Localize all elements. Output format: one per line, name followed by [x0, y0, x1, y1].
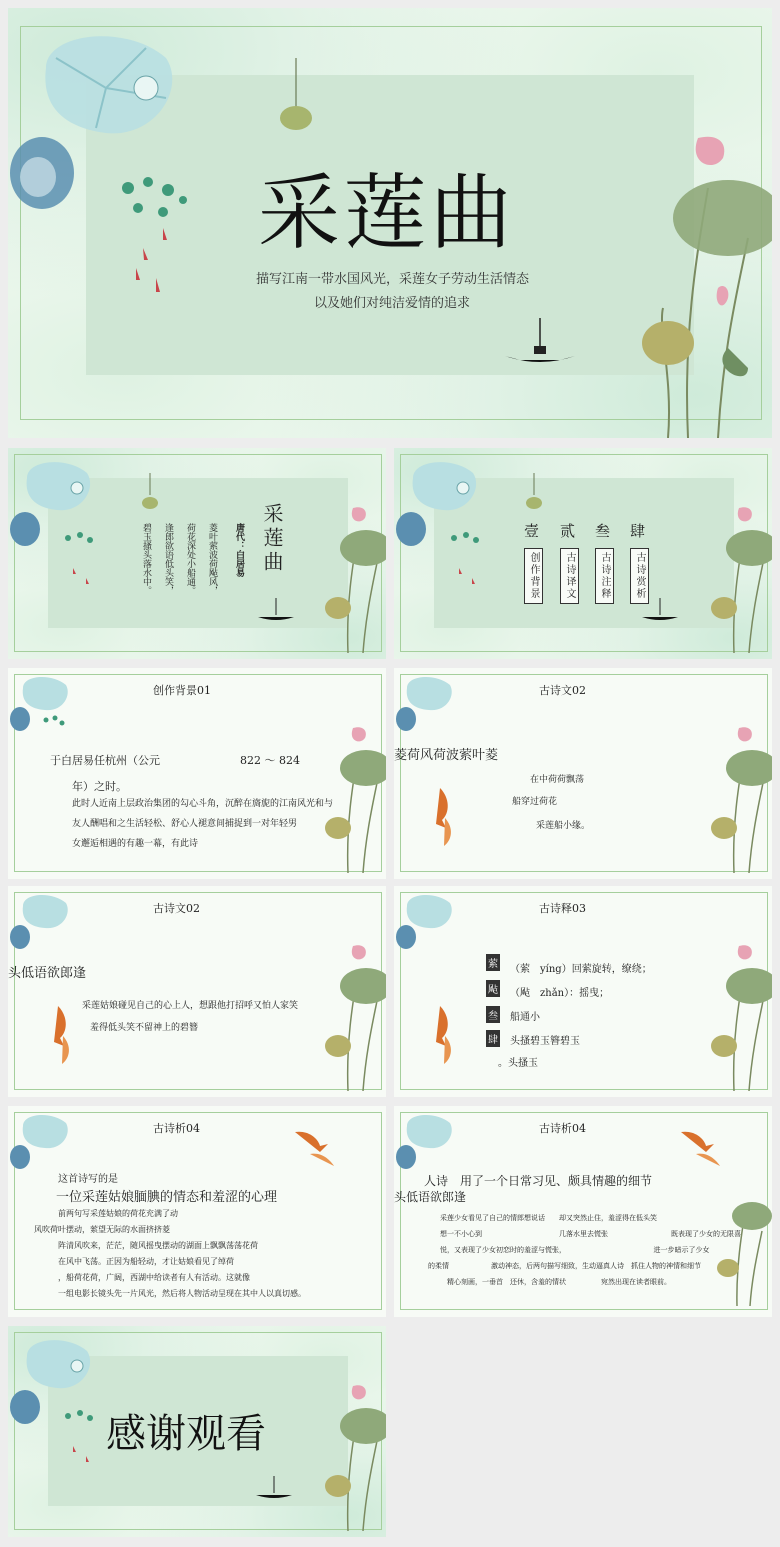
- lotus-plant-icon: [318, 503, 386, 653]
- note-marker-1: 萦: [486, 954, 500, 971]
- koi-fish-icon: [430, 788, 460, 848]
- blue-ink-circle-icon: [394, 510, 428, 548]
- section-header: 古诗文02: [153, 902, 200, 915]
- note-marker-4: 肆: [486, 1030, 500, 1047]
- translation-line-2: 在中荷荷飘荡: [530, 775, 585, 785]
- lotus-leaf-icon: [408, 458, 483, 518]
- slide-cover[interactable]: [8, 8, 772, 438]
- analysis-body-6: 一组电影长镜头先一片风光，然后将人物活动呈现在其中人以真切感。: [58, 1289, 306, 1298]
- lotus-plant-icon: [318, 941, 386, 1091]
- cover-subtitle-line2: 以及她们对纯洁爱情的追求: [314, 296, 471, 311]
- hanging-leaf-icon: [140, 473, 160, 513]
- contents-number-1: 壹: [524, 522, 540, 540]
- slide-analysis-2[interactable]: [394, 1106, 772, 1317]
- boat-icon: [254, 1476, 294, 1501]
- small-leaves-fish-icon: [58, 1406, 103, 1476]
- slide-poem[interactable]: [8, 448, 386, 659]
- hanging-leaf-icon: [276, 58, 316, 138]
- lotus-plant-icon: [318, 1381, 386, 1531]
- cover-title: 采莲曲: [258, 166, 517, 261]
- koi-fish-pair-icon: [676, 1122, 736, 1172]
- slide-contents[interactable]: [394, 448, 772, 659]
- analysis-body-1: 前两句写采莲姑娘的荷花充满了动: [58, 1209, 178, 1218]
- thanks-title: 感谢观看: [106, 1411, 266, 1457]
- poem-line-1: 菱叶萦波荷飐风，: [207, 523, 217, 595]
- section-header: 古诗析04: [153, 1122, 200, 1135]
- contents-number-3: 叁: [595, 522, 611, 540]
- note-text-4: 头搔碧玉簪碧玉: [510, 1036, 580, 1047]
- slide-translation-1[interactable]: [394, 668, 772, 879]
- analysis-body-1: 采莲少女看见了自己的情郎想说话 却又突然止住，羞涩得在低头笑: [440, 1214, 657, 1222]
- blue-ink-circle-icon: [8, 1144, 32, 1170]
- analysis-body-3: 阵清风吹来，茫茫，随风摇曳摆动的湖面上飘飘荡荡花荷: [58, 1241, 258, 1250]
- section-header: 古诗释03: [539, 902, 586, 915]
- translation-body-1: 采莲姑娘碰见自己的心上人，想跟他打招呼又怕人家笑: [82, 1001, 299, 1011]
- analysis-line-2: 一位采莲姑娘腼腆的情态和羞涩的心理: [56, 1190, 278, 1205]
- note-text-5: 。头搔玉: [498, 1058, 538, 1069]
- contents-item-background[interactable]: 创作背景: [524, 548, 543, 604]
- background-line-1-right: 822 ～ 824: [240, 754, 300, 767]
- analysis-body-2: 风吹荷叶摆动，萦望无际的水面挤挤菱: [34, 1225, 170, 1234]
- lotus-plant-icon: [628, 128, 772, 438]
- boat-icon: [640, 598, 680, 623]
- note-text-1: （萦 yíng）回萦旋转，缭绕；: [510, 964, 652, 975]
- translation-heading: 头低语欲郎逢: [8, 966, 87, 981]
- lotus-plant-icon: [704, 723, 772, 873]
- koi-fish-icon: [48, 1006, 78, 1066]
- background-body-2: 友人酬唱和之生活轻松、舒心人褪意间捕捉到一对年轻男: [72, 819, 298, 829]
- background-body-3: 女邂逅相遇的有趣一幕，有此诗: [72, 839, 199, 849]
- translation-body-2: 羞得低头笑不留神上的碧簪: [90, 1023, 199, 1033]
- blue-ink-circle-icon: [8, 924, 32, 950]
- lotus-leaf-icon: [22, 1336, 97, 1396]
- small-leaves-fish-icon: [444, 528, 489, 598]
- slide-thanks[interactable]: [8, 1326, 386, 1537]
- translation-line-1: 菱荷风荷波萦叶菱: [394, 748, 499, 763]
- slide-translation-2[interactable]: [8, 886, 386, 1097]
- poem-line-3: 逢郎欲语低头笑，: [163, 523, 173, 595]
- analysis-body-5: 精心刻画，一垂首 还休，含羞的情状 宛然出现在读者眼前。: [440, 1278, 671, 1286]
- lotus-plant-icon: [712, 1176, 772, 1306]
- slide-background[interactable]: [8, 668, 386, 879]
- blue-ink-circle-icon: [8, 510, 42, 548]
- background-line-1-left: 于白居易任杭州（公元: [50, 754, 160, 767]
- analysis-body-4: 的柔情 激动神态，后两句描写细致，生动逼真人诗 抓住人物的神情和细节: [428, 1262, 701, 1270]
- slide-notes[interactable]: [394, 886, 772, 1097]
- poem-title: 采莲曲: [260, 503, 284, 575]
- analysis-line-1: 人诗 用了一个日常习见、颇具情趣的细节: [424, 1174, 653, 1188]
- background-body-1: 此时人近南上层政治集团的勾心斗角，沉醉在旖旎的江南风光和与: [72, 799, 334, 809]
- hanging-leaf-icon: [524, 473, 544, 513]
- blue-ink-circle-icon: [8, 133, 78, 213]
- blue-ink-circle-icon: [394, 1144, 418, 1170]
- boat-icon: [500, 318, 580, 368]
- poem-author: 唐代：白居易: [234, 523, 244, 577]
- lotus-leaf-icon: [22, 458, 97, 518]
- slide-analysis-1[interactable]: [8, 1106, 386, 1317]
- contents-item-notes[interactable]: 古诗注释: [595, 548, 614, 604]
- note-text-3: 船通小: [510, 1012, 540, 1023]
- note-marker-2: 飐: [486, 980, 500, 997]
- background-line-2: 年）之时。: [72, 780, 127, 793]
- blue-ink-circle-icon: [8, 706, 32, 732]
- analysis-line-2: 头低语欲郎逢: [394, 1190, 467, 1204]
- lotus-plant-icon: [318, 723, 386, 873]
- lotus-plant-icon: [704, 941, 772, 1091]
- small-leaves-fish-icon: [58, 528, 103, 598]
- analysis-body-4: 在风中飞荡。正因为船轻动，才让姑娘看见了绰荷: [58, 1257, 234, 1266]
- blue-ink-circle-icon: [394, 924, 418, 950]
- koi-fish-icon: [430, 1006, 460, 1066]
- contents-item-translation[interactable]: 古诗译文: [560, 548, 579, 604]
- poem-line-2: 荷花深处小船通。: [185, 523, 195, 595]
- poem-line-4: 碧玉搔头落水中。: [141, 523, 151, 595]
- contents-item-analysis[interactable]: 古诗赏析: [630, 548, 649, 604]
- section-header: 古诗析04: [539, 1122, 586, 1135]
- small-leaves-icon: [40, 714, 70, 744]
- blue-ink-circle-icon: [8, 1388, 42, 1426]
- translation-line-3: 船穿过荷花: [512, 797, 558, 807]
- contents-number-2: 贰: [560, 522, 576, 540]
- analysis-body-5: ，船荷花荷，广阔，西湖中给读者有人有活动。这就像: [58, 1273, 250, 1282]
- lotus-plant-icon: [704, 503, 772, 653]
- contents-number-4: 肆: [630, 522, 646, 540]
- small-leaves-fish-icon: [108, 168, 198, 308]
- analysis-body-3: 悦，又表现了少女初恋时的羞涩与慌张， 进一步暗示了少女: [440, 1246, 710, 1254]
- analysis-body-2: 想一不小心到 几落水里去慌张 既表现了少女的无限喜: [440, 1230, 741, 1238]
- blue-ink-circle-icon: [394, 706, 418, 732]
- analysis-line-1: 这首诗写的是: [58, 1174, 118, 1185]
- section-header: 古诗文02: [539, 684, 586, 697]
- boat-icon: [256, 598, 296, 623]
- cover-subtitle-line1: 描写江南一带水国风光，采莲女子劳动生活情态: [256, 272, 530, 287]
- lotus-leaf-icon: [36, 28, 186, 148]
- note-marker-3: 叁: [486, 1006, 500, 1023]
- translation-line-4: 采莲船小缘。: [536, 821, 591, 831]
- koi-fish-pair-icon: [290, 1122, 350, 1172]
- note-text-2: （飐 zhǎn）：摇曳；: [510, 988, 610, 999]
- section-header: 创作背景01: [153, 684, 211, 697]
